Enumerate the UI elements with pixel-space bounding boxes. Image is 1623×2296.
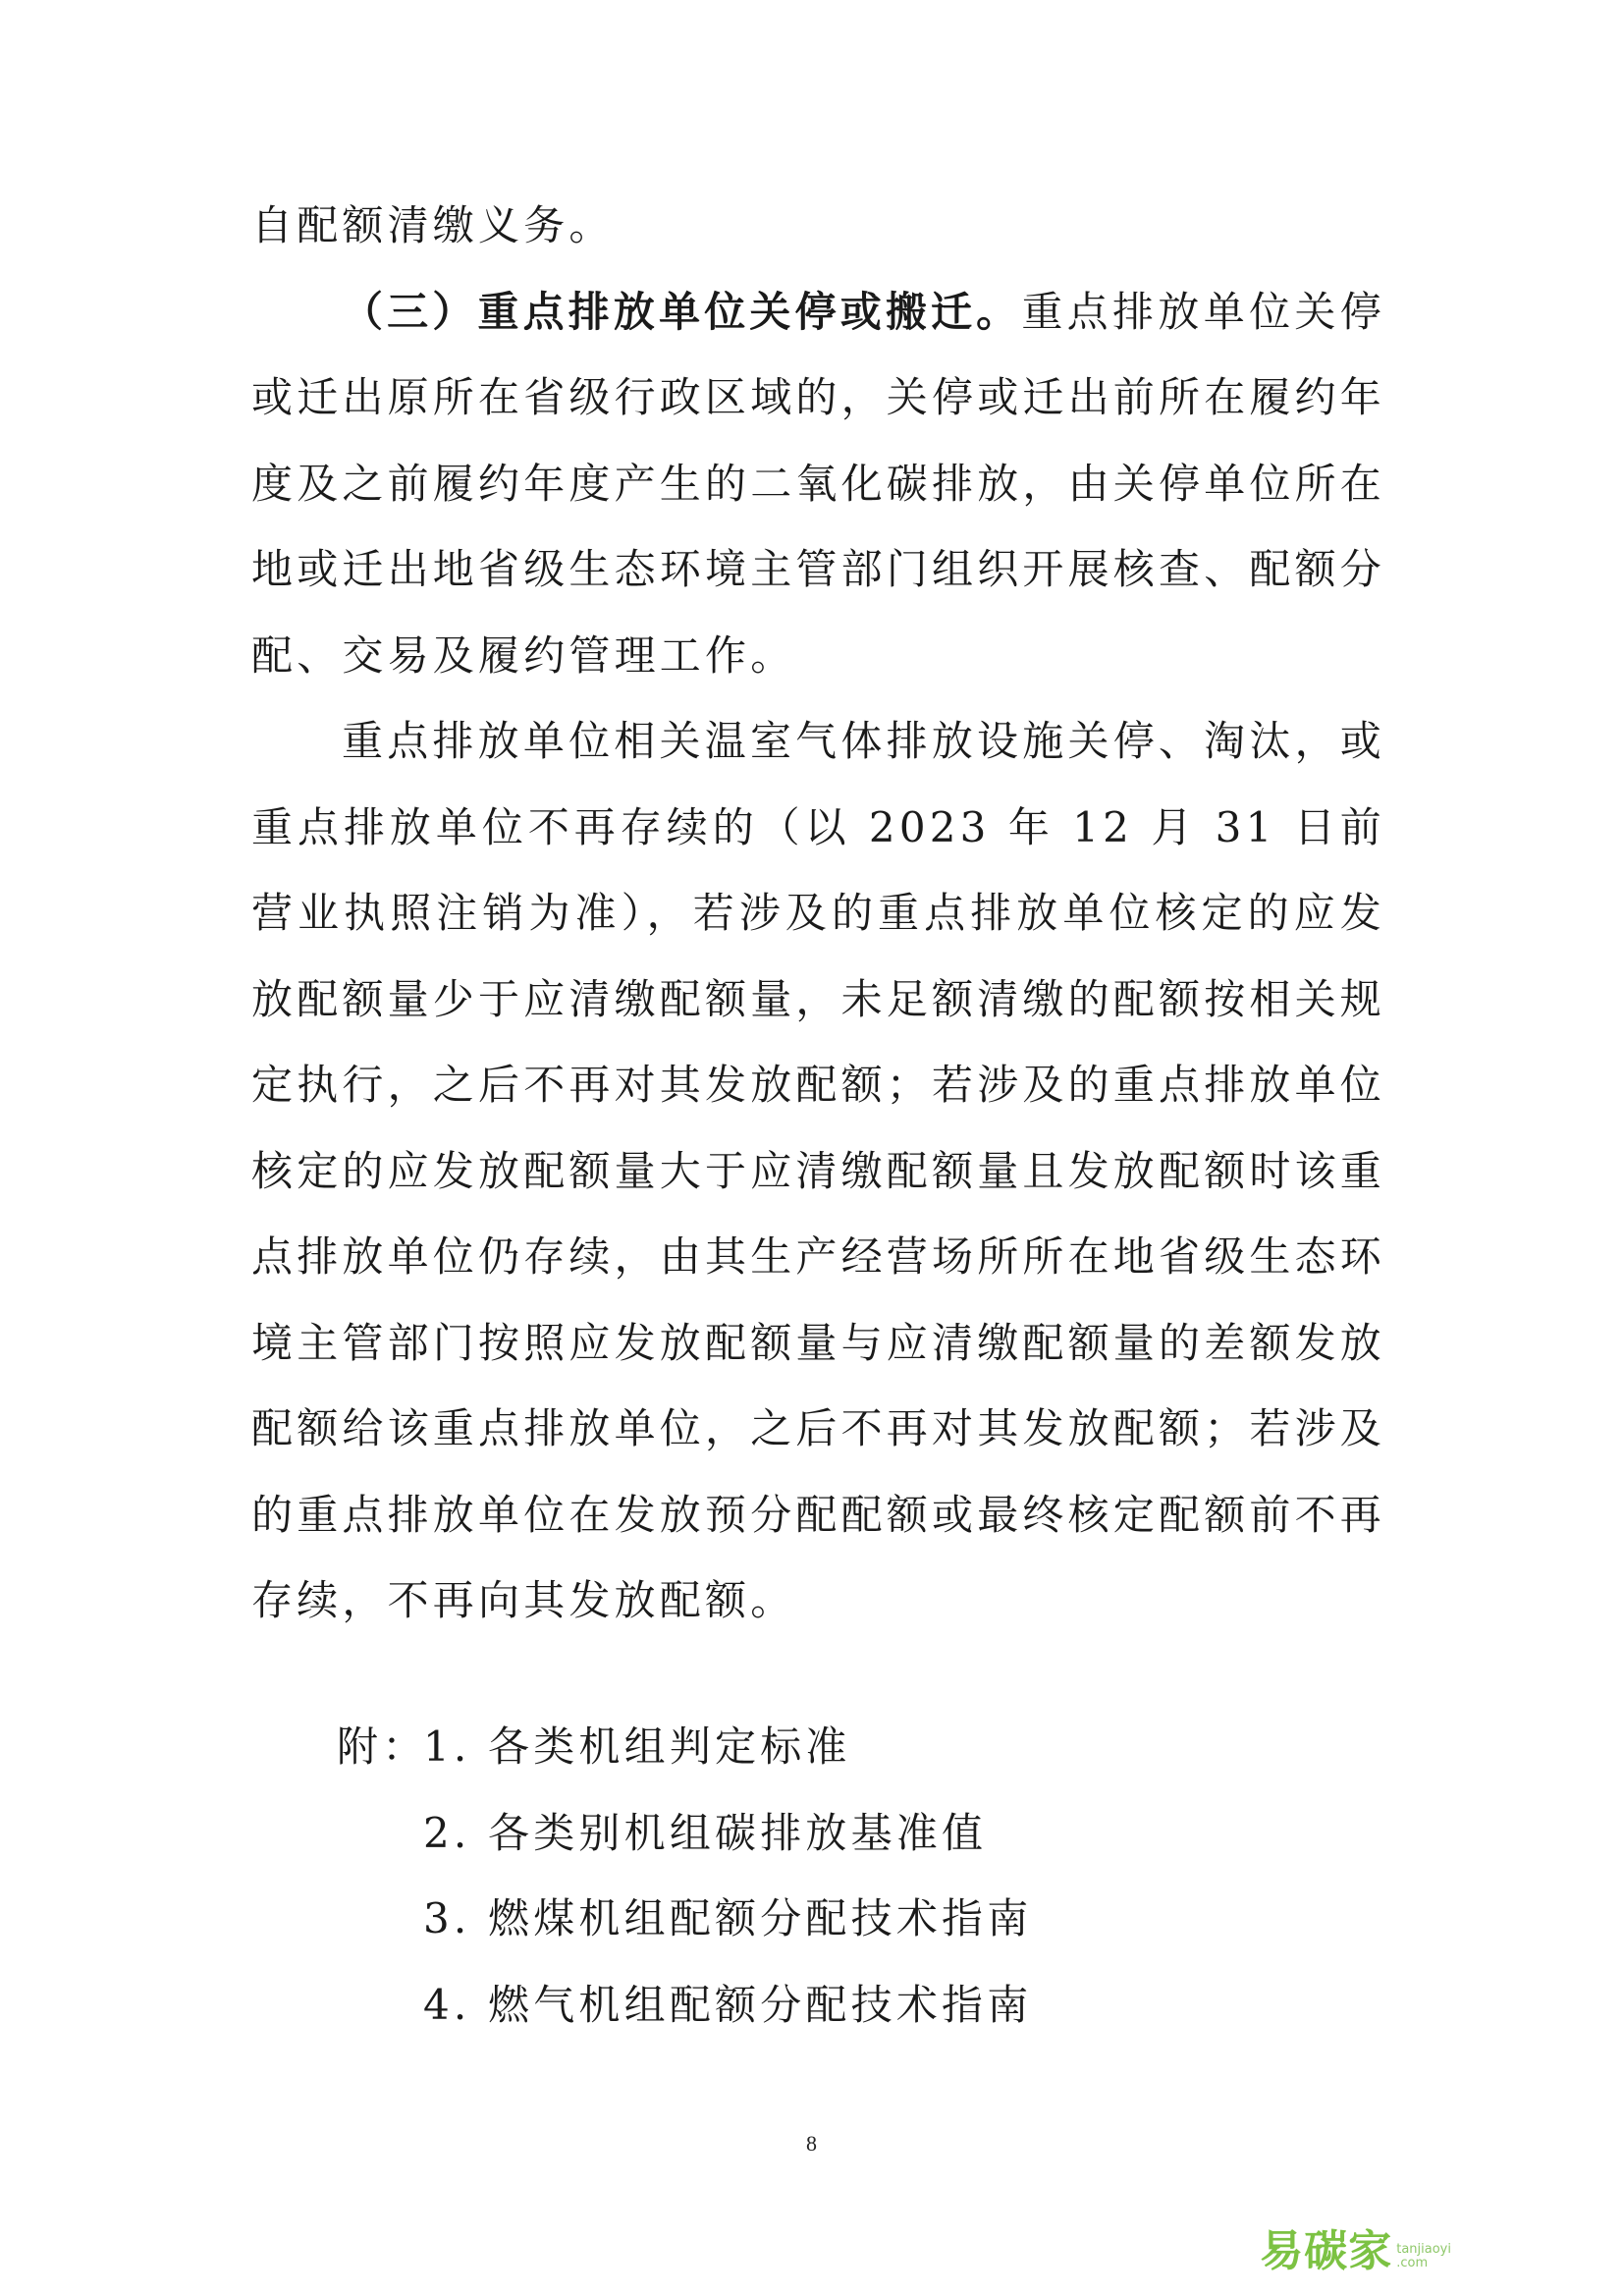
paragraph-facility-closure: 重点排放单位相关温室气体排放设施关停、淘汰，或重点排放单位不再存续的（以 2023 年 12 月 31 日前营业执照注销为准），若涉及的重点排放单位核定的应发放配额量少于应清缴配额量，未足额清缴的配额按相关规定执行，之后不再对其发放配额；若涉及的重点排放单位核定的应发放配额量大于应清缴配额量且发放配额时该重点排放单位仍存续，由其生产经营场所所在地省级生态环境主管部门按照应发放配额量与应清缴配额量的差额发放配额给该重点排放单位，之后不再对其发放配额；若涉及的重点排放单位在发放预分配配额或最终核定配额前不再存续，不再向其发放配额。 xyxy=(251,717,1386,1624)
attachment-item xyxy=(337,1704,1032,1790)
watermark-domain xyxy=(1396,2243,1451,2270)
page-number: 8 xyxy=(806,2131,817,2156)
attachments-list xyxy=(337,1704,1032,2048)
section-body: 重点排放单位关停或迁出原所在省级行政区域的，关停或迁出前所在履约年度及之前履约年度产生的二氧化碳排放，由关停单位所在地或迁出地省级生态环境主管部门组织开展核查、配额分配、交易及履约管理工作。 xyxy=(251,287,1386,680)
watermark-logo xyxy=(1260,2215,1451,2278)
attachment-item-text: 4. 燃气机组配额分配技术指南 xyxy=(423,1980,1033,2029)
attachment-item-text: 3. 燃煤机组配额分配技术指南 xyxy=(423,1894,1033,1942)
attachments-label: 附： xyxy=(337,1722,428,1771)
section-heading: （三）重点排放单位关停或搬迁。 xyxy=(342,287,1022,336)
watermark-domain-bottom: .com xyxy=(1396,2256,1429,2270)
attachment-item xyxy=(337,1962,1032,2049)
attachment-item xyxy=(337,1790,1032,1877)
attachment-item-text: 2. 各类别机组碳排放基准值 xyxy=(423,1808,988,1857)
paragraph-section-three xyxy=(251,269,1385,699)
body-text xyxy=(251,183,1385,1644)
paragraph-continuation: 自配额清缴义务。 xyxy=(251,201,615,249)
watermark-domain-top: tanjiaoyi xyxy=(1396,2242,1451,2257)
watermark-text: 易碳家 xyxy=(1260,2226,1393,2276)
attachment-item-text: 1. 各类机组判定标准 xyxy=(423,1722,851,1771)
attachment-item xyxy=(337,1876,1032,1962)
